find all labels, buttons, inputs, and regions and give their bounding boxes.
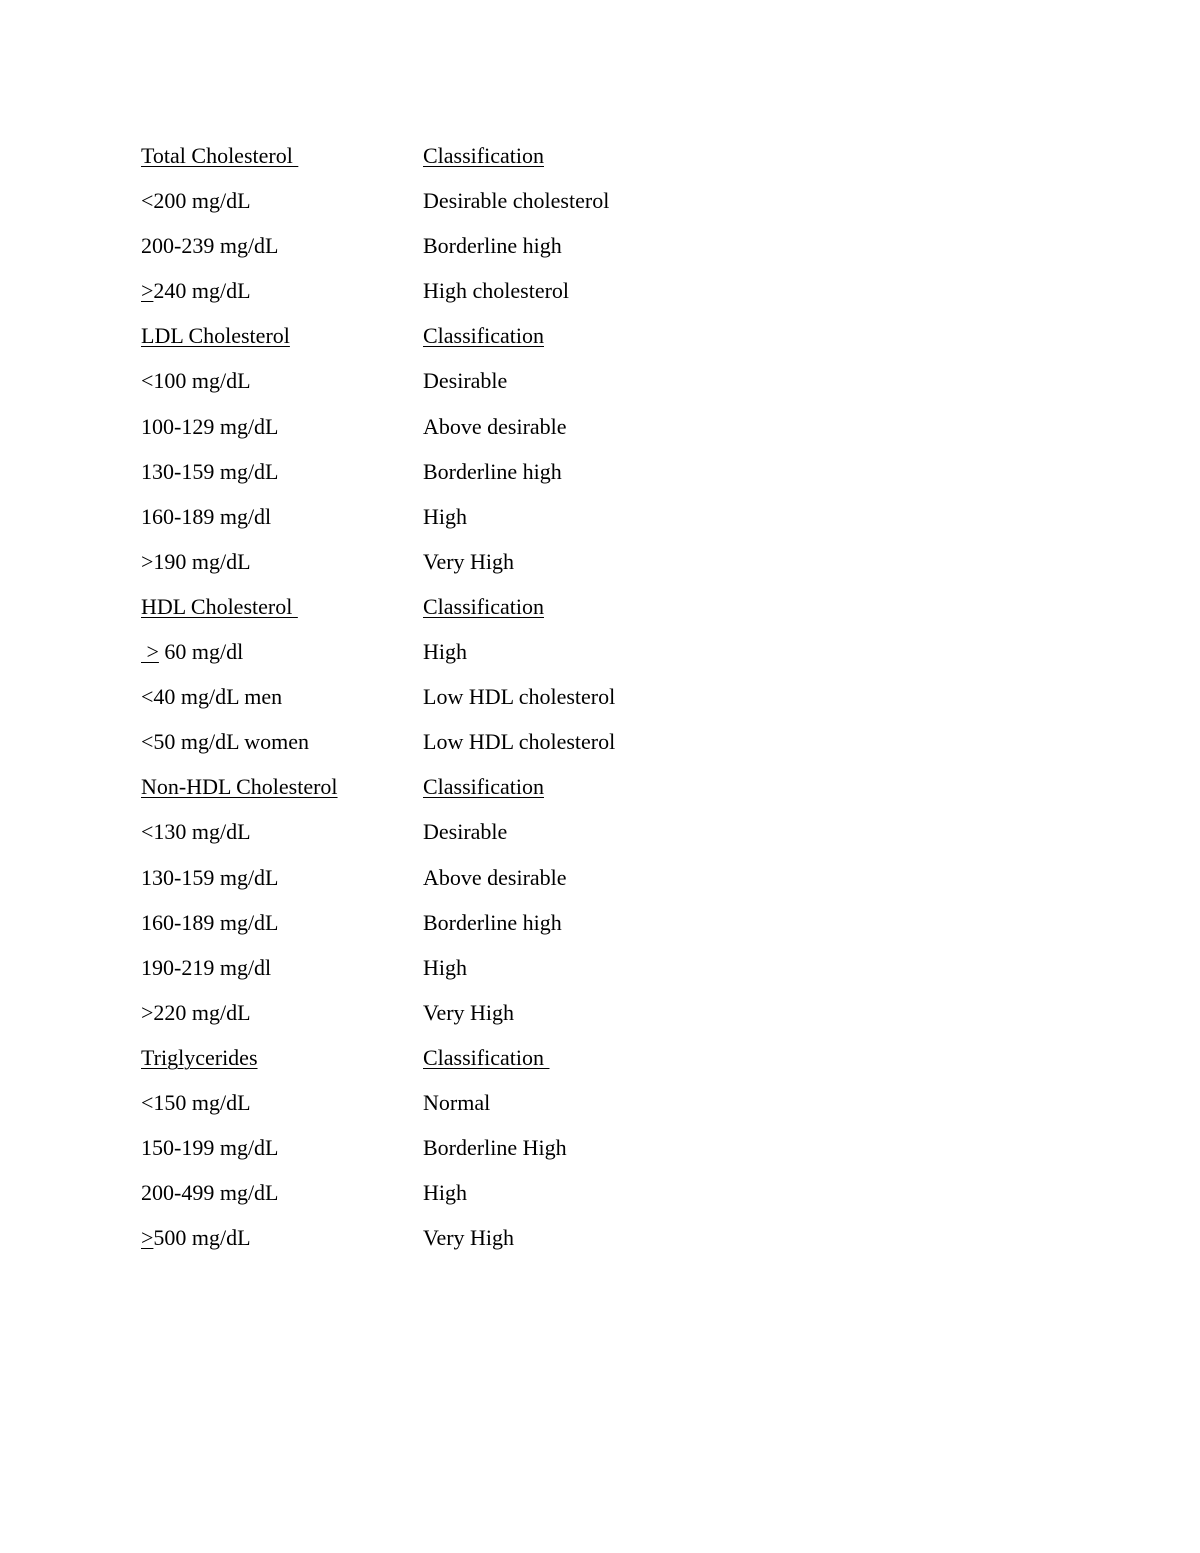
value-cell: 100-129 mg/dL [141, 413, 279, 439]
table-row [141, 1086, 841, 1131]
value-cell [141, 635, 243, 669]
table-row [141, 455, 841, 500]
classification-heading: Classification [423, 593, 544, 619]
table-row [141, 500, 841, 545]
value-cell [141, 274, 251, 308]
classification-cell: Very High [423, 999, 515, 1025]
value-text: 500 mg/dL [153, 1225, 251, 1251]
table-row [141, 545, 841, 590]
classification-heading: Classification [423, 143, 544, 168]
value-cell: <100 mg/dL [141, 368, 251, 394]
table-row [141, 274, 841, 319]
classification-cell: High [423, 954, 467, 980]
classification-heading: Classification [423, 1044, 550, 1070]
value-cell: >220 mg/dL [141, 999, 251, 1025]
cholesterol-classification-table [141, 139, 841, 1266]
classification-cell: Above desirable [423, 413, 567, 439]
section-header-ldl-cholesterol [141, 319, 841, 364]
value-cell: <200 mg/dL [141, 188, 251, 214]
value-cell [141, 1221, 251, 1255]
table-row [141, 635, 841, 680]
table-row [141, 364, 841, 409]
table-row [141, 951, 841, 996]
measure-heading: HDL Cholesterol [141, 593, 298, 619]
classification-cell: Borderline High [423, 1135, 567, 1161]
value-text: 240 mg/dL [153, 278, 251, 304]
value-text: 60 mg/dl [158, 639, 244, 665]
classification-cell: Borderline high [423, 458, 562, 484]
value-cell: 190-219 mg/dl [141, 954, 272, 980]
value-cell: 200-499 mg/dL [141, 1180, 279, 1206]
value-cell: <50 mg/dL women [141, 729, 310, 755]
classification-cell: High cholesterol [423, 278, 570, 304]
classification-cell: Normal [423, 1089, 491, 1115]
value-cell: <150 mg/dL [141, 1089, 251, 1115]
greater-or-equal-symbol: > [141, 278, 154, 304]
classification-cell: Very High [423, 1225, 515, 1251]
table-row [141, 410, 841, 455]
value-cell: <40 mg/dL men [141, 684, 283, 710]
classification-cell: High [423, 503, 467, 529]
classification-cell: Very High [423, 548, 515, 574]
measure-heading: Non-HDL Cholesterol [141, 774, 338, 800]
measure-heading: Triglycerides [141, 1044, 258, 1070]
table-row [141, 680, 841, 725]
section-header-total-cholesterol [141, 139, 841, 184]
section-header-hdl-cholesterol [141, 590, 841, 635]
table-row [141, 996, 841, 1041]
classification-cell: High [423, 1180, 467, 1206]
classification-heading: Classification [423, 323, 544, 349]
value-cell: >190 mg/dL [141, 548, 251, 574]
classification-cell: Borderline high [423, 909, 562, 935]
value-cell: 160-189 mg/dl [141, 503, 272, 529]
value-cell: <130 mg/dL [141, 819, 251, 845]
table-row [141, 861, 841, 906]
section-header-triglycerides [141, 1041, 841, 1086]
value-cell: 200-239 mg/dL [141, 233, 279, 259]
classification-cell: Desirable cholesterol [423, 188, 610, 214]
table-row [141, 1221, 841, 1266]
classification-cell: Low HDL cholesterol [423, 729, 616, 755]
classification-cell: Desirable [423, 368, 508, 394]
table-row [141, 184, 841, 229]
value-cell: 150-199 mg/dL [141, 1135, 279, 1161]
value-cell: 160-189 mg/dL [141, 909, 279, 935]
classification-cell: Desirable [423, 819, 508, 845]
classification-cell: Low HDL cholesterol [423, 684, 616, 710]
classification-cell: Borderline high [423, 233, 562, 259]
classification-cell: Above desirable [423, 864, 567, 890]
table-row [141, 1176, 841, 1221]
table-row [141, 1131, 841, 1176]
section-header-non-hdl-cholesterol [141, 770, 841, 815]
measure-heading: Total Cholesterol [141, 143, 299, 168]
classification-cell: High [423, 639, 467, 665]
value-cell: 130-159 mg/dL [141, 458, 279, 484]
greater-or-equal-symbol: > [141, 1225, 154, 1251]
table-row [141, 725, 841, 770]
greater-or-equal-symbol: > [141, 639, 159, 665]
measure-heading: LDL Cholesterol [141, 323, 290, 349]
table-row [141, 906, 841, 951]
value-cell: 130-159 mg/dL [141, 864, 279, 890]
table-row [141, 229, 841, 274]
table-row [141, 815, 841, 860]
classification-heading: Classification [423, 774, 544, 800]
